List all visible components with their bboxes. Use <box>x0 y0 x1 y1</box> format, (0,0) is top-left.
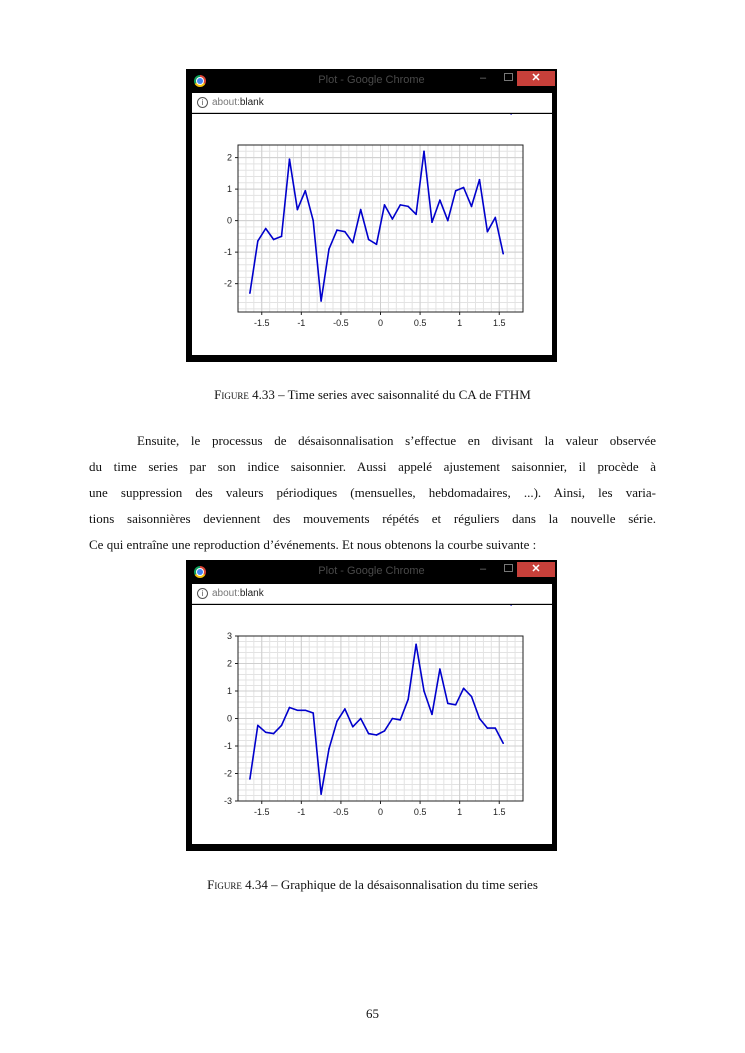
x-tick-label: 1.5 <box>492 807 506 817</box>
data-point <box>273 733 275 735</box>
data-point <box>265 731 267 733</box>
body-paragraph <box>89 428 656 558</box>
window-titlebar[interactable] <box>186 69 557 93</box>
close-button[interactable]: ✕ <box>517 562 555 577</box>
data-point <box>257 725 259 727</box>
chart-figure-2 <box>192 605 552 844</box>
paragraph-line: une suppression des valeurs périodiques (mensuelles, hebdomadaires, ...). Ainsi, les varia- <box>89 485 656 500</box>
close-button[interactable]: ✕ <box>517 71 555 86</box>
y-tick-label: -1 <box>223 741 232 751</box>
figure-caption-1 <box>0 387 745 403</box>
data-point <box>281 236 283 238</box>
data-point <box>415 643 417 645</box>
data-point <box>273 239 275 241</box>
data-point <box>487 727 489 729</box>
caption-text: – Time series avec saisonnalité du CA de FTHM <box>274 387 531 402</box>
info-icon[interactable]: i <box>197 588 208 599</box>
maximize-icon <box>504 564 513 572</box>
y-tick-label: 0 <box>226 215 232 226</box>
maximize-button[interactable] <box>502 71 514 86</box>
data-point <box>297 209 299 211</box>
maximize-icon <box>504 73 513 81</box>
y-tick-label: 3 <box>226 631 232 641</box>
data-point <box>344 708 346 710</box>
data-point <box>471 696 473 698</box>
data-point <box>360 209 362 211</box>
series-line <box>250 151 503 301</box>
x-tick-label: -0.5 <box>333 807 349 817</box>
x-tick-label: 1 <box>457 807 463 817</box>
minimize-button[interactable]: – <box>479 563 487 575</box>
data-point <box>376 243 378 245</box>
plot-window-2 <box>186 560 557 851</box>
y-tick-label: -2 <box>223 278 232 289</box>
data-point <box>265 228 267 230</box>
data-point <box>423 151 425 153</box>
data-point <box>479 179 481 181</box>
paragraph-line: du time series par son indice saisonnier. Aussi appelé ajustement saisonnier, il procède à <box>89 459 656 474</box>
page-content <box>192 605 552 844</box>
url-text[interactable] <box>212 97 264 108</box>
data-point <box>463 187 465 189</box>
y-tick-label: -1 <box>223 247 232 258</box>
data-point <box>376 734 378 736</box>
data-point <box>399 719 401 721</box>
data-point <box>289 158 291 160</box>
maximize-button[interactable] <box>502 562 514 577</box>
data-point <box>415 214 417 216</box>
series-line <box>250 644 503 794</box>
data-point <box>455 704 457 706</box>
data-point <box>257 240 259 242</box>
minimize-button[interactable]: – <box>479 72 487 84</box>
data-point <box>487 231 489 233</box>
y-tick-label: 2 <box>226 658 232 669</box>
paragraph-line: Ce qui entraîne une reproduction d’événements. Et nous obtenons la courbe suivante : <box>89 537 537 552</box>
x-tick-label: 1 <box>457 318 463 328</box>
data-point <box>249 292 251 294</box>
data-point <box>471 206 473 208</box>
figure-caption-2 <box>0 877 745 893</box>
paragraph-line: tions saisonnières deviennent des mouvements répétés et réguliers dans la nouvelle série. <box>89 511 656 526</box>
caption-text: – Graphique de la désaisonnalisation du time series <box>267 877 538 892</box>
data-point <box>455 190 457 192</box>
y-tick-label: 0 <box>226 713 232 724</box>
url-scheme: about: <box>212 588 240 599</box>
url-path: blank <box>239 97 264 108</box>
data-point <box>336 720 338 722</box>
data-point <box>392 718 394 720</box>
x-tick-label: 0.5 <box>413 807 427 817</box>
plot-window-1 <box>186 69 557 362</box>
url-text[interactable] <box>212 588 264 599</box>
data-point <box>368 239 370 241</box>
data-point <box>510 605 512 606</box>
data-point <box>304 190 306 192</box>
data-point <box>320 793 322 795</box>
data-point <box>431 221 433 223</box>
data-point <box>494 727 496 729</box>
data-point <box>439 199 441 201</box>
data-point <box>447 703 449 705</box>
data-point <box>297 709 299 711</box>
page-content <box>192 114 552 355</box>
address-bar[interactable] <box>192 93 552 113</box>
caption-label: Figure 4.34 <box>207 877 268 892</box>
y-tick-label: -3 <box>223 796 232 806</box>
x-tick-label: -1.5 <box>253 807 270 817</box>
data-point <box>352 242 354 244</box>
data-point <box>304 709 306 711</box>
info-icon[interactable]: i <box>197 97 208 108</box>
data-point <box>479 718 481 720</box>
x-tick-label: 1.5 <box>492 318 506 328</box>
page-number: 65 <box>366 1006 379 1021</box>
data-point <box>392 218 394 220</box>
data-point <box>312 220 314 222</box>
window-title: Plot - Google Chrome <box>318 565 425 577</box>
url-path: blank <box>239 588 264 599</box>
data-point <box>502 253 504 255</box>
data-point <box>431 714 433 716</box>
x-tick-label: -1.5 <box>253 318 270 328</box>
data-point <box>407 698 409 700</box>
data-point <box>384 204 386 206</box>
x-tick-label: 0 <box>377 807 384 817</box>
data-point <box>399 204 401 206</box>
data-point <box>328 748 330 750</box>
window-title: Plot - Google Chrome <box>318 74 425 86</box>
data-point <box>439 668 441 670</box>
data-point <box>368 733 370 735</box>
x-tick-label: 0.5 <box>413 318 427 328</box>
data-point <box>494 217 496 219</box>
data-point <box>510 114 512 115</box>
address-bar[interactable] <box>192 584 552 604</box>
x-tick-label: -1 <box>297 318 306 328</box>
x-tick-label: -0.5 <box>333 318 349 328</box>
data-point <box>289 707 291 709</box>
chart-figure-1 <box>192 114 552 355</box>
data-point <box>384 730 386 732</box>
x-tick-label: -1 <box>297 807 306 817</box>
data-point <box>281 725 283 727</box>
y-tick-label: -2 <box>223 768 232 779</box>
y-tick-label: 2 <box>226 152 232 163</box>
y-tick-label: 1 <box>226 184 232 195</box>
data-point <box>423 690 425 692</box>
data-point <box>407 206 409 208</box>
data-point <box>360 718 362 720</box>
caption-label: Figure 4.33 <box>214 387 275 402</box>
data-point <box>352 726 354 728</box>
paragraph-line: Ensuite, le processus de désaisonnalisation s’effectue en divisant la valeur observée <box>137 433 656 448</box>
data-point <box>502 742 504 744</box>
data-point <box>336 229 338 231</box>
data-point <box>328 248 330 250</box>
y-tick-label: 1 <box>226 686 232 696</box>
data-point <box>463 687 465 689</box>
data-point <box>249 778 251 780</box>
url-scheme: about: <box>212 97 240 108</box>
data-point <box>320 300 322 302</box>
data-point <box>344 231 346 233</box>
x-tick-label: 0 <box>377 318 384 328</box>
data-point <box>447 220 449 222</box>
window-titlebar[interactable] <box>186 560 557 584</box>
data-point <box>312 712 314 714</box>
